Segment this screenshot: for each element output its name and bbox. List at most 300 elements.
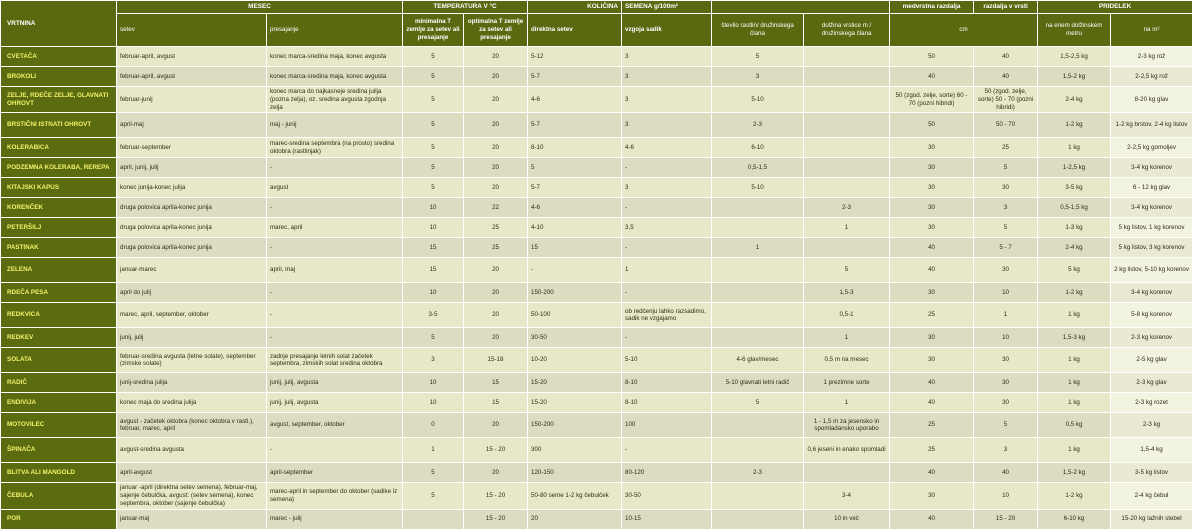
- vegetable-name: POR: [1, 509, 117, 529]
- min-temp-cell: 5: [403, 158, 464, 178]
- vzgoja-sadik-cell: -: [622, 238, 712, 258]
- direktna-setev-cell: 15-20: [528, 393, 622, 413]
- setev-cell: avgust - začetek oktobra (konec oktobra v rastl.), februar, marec, april: [117, 413, 267, 438]
- pridelek-meter-cell: 1,5-2,5 kg: [1038, 47, 1111, 67]
- vzgoja-sadik-cell: -: [622, 158, 712, 178]
- opt-temp-cell: 20: [464, 87, 528, 113]
- dolzina-vrstice-cell: [804, 463, 890, 483]
- pridelek-m2-cell: 2-4 kg čebul: [1111, 483, 1193, 509]
- presajanje-cell: marec, april: [267, 218, 403, 238]
- pridelek-meter-cell: 1 kg: [1038, 138, 1111, 158]
- medvrstna-razdalja-cell: 25: [890, 438, 974, 463]
- razdalja-v-vrsti-cell: 5 - 7: [974, 238, 1038, 258]
- razdalja-v-vrsti-cell: 3: [974, 198, 1038, 218]
- dolzina-vrstice-cell: 0,5-1: [804, 303, 890, 328]
- presajanje-cell: -: [267, 328, 403, 348]
- table-row: [1, 178, 1193, 198]
- setev-cell: april do julij: [117, 283, 267, 303]
- dolzina-vrstice-cell: 0,5 m na mesec: [804, 348, 890, 373]
- pridelek-m2-cell: 2-3 kg rož: [1111, 47, 1193, 67]
- pridelek-m2-cell: 6 - 12 kg glav: [1111, 178, 1193, 198]
- vzgoja-sadik-cell: 10-15: [622, 509, 712, 529]
- presajanje-cell: avgust, september, oktober: [267, 413, 403, 438]
- opt-temp-cell: 25: [464, 218, 528, 238]
- opt-temp-cell: 20: [464, 413, 528, 438]
- vzgoja-sadik-cell: 8-10: [622, 393, 712, 413]
- vegetable-name: PETERŠILJ: [1, 218, 117, 238]
- stevilo-rastlin-cell: 0,5-1,5: [712, 158, 804, 178]
- header-razdalja-vrsti: razdalja v vrsti: [974, 1, 1038, 14]
- min-temp-cell: 5: [403, 463, 464, 483]
- table-row: [1, 328, 1193, 348]
- table-row: [1, 373, 1193, 393]
- opt-temp-cell: 20: [464, 113, 528, 138]
- header-vzgoja: vzgoja sadik: [622, 14, 712, 47]
- medvrstna-razdalja-cell: 40: [890, 238, 974, 258]
- vzgoja-sadik-cell: ob redčenju lahko razsadimo, sadik ne vzgajamo: [622, 303, 712, 328]
- medvrstna-razdalja-cell: 30: [890, 218, 974, 238]
- opt-temp-cell: 25: [464, 238, 528, 258]
- vzgoja-sadik-cell: 100: [622, 413, 712, 438]
- pridelek-meter-cell: 1 kg: [1038, 438, 1111, 463]
- min-temp-cell: 15: [403, 258, 464, 283]
- dolzina-vrstice-cell: 1 prezimne sorte: [804, 373, 890, 393]
- pridelek-meter-cell: 0,5 kg: [1038, 413, 1111, 438]
- presajanje-cell: junij, julij, avgusta: [267, 393, 403, 413]
- min-temp-cell: 5: [403, 178, 464, 198]
- min-temp-cell: 0: [403, 413, 464, 438]
- vzgoja-sadik-cell: 3: [622, 87, 712, 113]
- table-row: [1, 138, 1193, 158]
- pridelek-meter-cell: 2-4 kg: [1038, 87, 1111, 113]
- vzgoja-sadik-cell: 8-10: [622, 373, 712, 393]
- vegetable-name: CVETAČA: [1, 47, 117, 67]
- opt-temp-cell: 15 - 20: [464, 438, 528, 463]
- razdalja-v-vrsti-cell: 50 - 70: [974, 113, 1038, 138]
- opt-temp-cell: 15: [464, 373, 528, 393]
- stevilo-rastlin-cell: 1: [712, 238, 804, 258]
- dolzina-vrstice-cell: [804, 238, 890, 258]
- setev-cell: februar-april, avgust: [117, 67, 267, 87]
- vegetable-name: SOLATA: [1, 348, 117, 373]
- setev-cell: marec, april, september, oktober: [117, 303, 267, 328]
- setev-cell: februar-sredina avgusta (letne solate), september (zimske solate): [117, 348, 267, 373]
- vegetable-name: KORENČEK: [1, 198, 117, 218]
- pridelek-meter-cell: 1-2 kg: [1038, 113, 1111, 138]
- razdalja-v-vrsti-cell: 5: [974, 218, 1038, 238]
- pridelek-m2-cell: 5 kg listov, 3 kg korenov: [1111, 238, 1193, 258]
- medvrstna-razdalja-cell: 30: [890, 158, 974, 178]
- stevilo-rastlin-cell: [712, 413, 804, 438]
- presajanje-cell: april, maj: [267, 258, 403, 283]
- medvrstna-razdalja-cell: 50: [890, 113, 974, 138]
- vegetable-name: RDEČA PESA: [1, 283, 117, 303]
- pridelek-m2-cell: 8-20 kg glav: [1111, 87, 1193, 113]
- direktna-setev-cell: 5-7: [528, 178, 622, 198]
- opt-temp-cell: 20: [464, 47, 528, 67]
- table-row: [1, 158, 1193, 178]
- stevilo-rastlin-cell: [712, 509, 804, 529]
- pridelek-meter-cell: 1,5-2 kg: [1038, 463, 1111, 483]
- min-temp-cell: 10: [403, 393, 464, 413]
- medvrstna-razdalja-cell: 30: [890, 138, 974, 158]
- opt-temp-cell: 20: [464, 463, 528, 483]
- pridelek-meter-cell: 1 kg: [1038, 303, 1111, 328]
- dolzina-vrstice-cell: [804, 138, 890, 158]
- table-row: [1, 198, 1193, 218]
- pridelek-m2-cell: 3-5 kg listov: [1111, 463, 1193, 483]
- table-row: [1, 113, 1193, 138]
- opt-temp-cell: 15-18: [464, 348, 528, 373]
- header-semena: SEMENA g/100m²: [622, 1, 712, 14]
- table-row: [1, 438, 1193, 463]
- medvrstna-razdalja-cell: 40: [890, 373, 974, 393]
- direktna-setev-cell: 8-10: [528, 138, 622, 158]
- pridelek-m2-cell: 1,5-4 kg: [1111, 438, 1193, 463]
- direktna-setev-cell: 4-6: [528, 87, 622, 113]
- dolzina-vrstice-cell: 1,5-3: [804, 283, 890, 303]
- dolzina-vrstice-cell: [804, 87, 890, 113]
- min-temp-cell: 3-5: [403, 303, 464, 328]
- min-temp-cell: 10: [403, 373, 464, 393]
- razdalja-v-vrsti-cell: 5: [974, 158, 1038, 178]
- dolzina-vrstice-cell: [804, 67, 890, 87]
- pridelek-m2-cell: 2-3 kg glav: [1111, 373, 1193, 393]
- min-temp-cell: 1: [403, 438, 464, 463]
- setev-cell: konec junija-konec julija: [117, 178, 267, 198]
- table-row: [1, 393, 1193, 413]
- pridelek-meter-cell: 5 kg: [1038, 258, 1111, 283]
- dolzina-vrstice-cell: 1 - 1,5 m za jesensko in spomladansko uporabo: [804, 413, 890, 438]
- table-row: [1, 463, 1193, 483]
- opt-temp-cell: 22: [464, 198, 528, 218]
- pridelek-meter-cell: 2-4 kg: [1038, 238, 1111, 258]
- vzgoja-sadik-cell: -: [622, 438, 712, 463]
- medvrstna-razdalja-cell: 25: [890, 413, 974, 438]
- vegetable-name: RADIČ: [1, 373, 117, 393]
- pridelek-m2-cell: 5 kg listov, 1 kg korenov: [1111, 218, 1193, 238]
- vzgoja-sadik-cell: 3: [622, 178, 712, 198]
- opt-temp-cell: 20: [464, 178, 528, 198]
- presajanje-cell: konec marca-sredina maja, konec avgusta: [267, 47, 403, 67]
- pridelek-m2-cell: 2 kg listov, 5-10 kg korenov: [1111, 258, 1193, 283]
- min-temp-cell: 5: [403, 328, 464, 348]
- dolzina-vrstice-cell: 0,6 jeseni in enako spomladi: [804, 438, 890, 463]
- pridelek-meter-cell: 6-10 kg: [1038, 509, 1111, 529]
- medvrstna-razdalja-cell: 50: [890, 47, 974, 67]
- direktna-setev-cell: 15: [528, 238, 622, 258]
- stevilo-rastlin-cell: 5: [712, 47, 804, 67]
- stevilo-rastlin-cell: [712, 198, 804, 218]
- vegetable-name: MOTOVILEC: [1, 413, 117, 438]
- table-row: [1, 483, 1193, 509]
- setev-cell: januar-maj: [117, 509, 267, 529]
- medvrstna-razdalja-cell: 30: [890, 348, 974, 373]
- dolzina-vrstice-cell: 3-4: [804, 483, 890, 509]
- min-temp-cell: 5: [403, 138, 464, 158]
- direktna-setev-cell: 120-150: [528, 463, 622, 483]
- header-temperatura: TEMPERATURA V °C: [403, 1, 528, 14]
- presajanje-cell: junij, julij, avgusta: [267, 373, 403, 393]
- setev-cell: februar-april, avgust: [117, 47, 267, 67]
- pridelek-m2-cell: 3-4 kg korenov: [1111, 283, 1193, 303]
- vegetable-name: KOLERABICA: [1, 138, 117, 158]
- header-cm: cm: [890, 14, 1038, 47]
- table-row: [1, 67, 1193, 87]
- stevilo-rastlin-cell: 5-10: [712, 178, 804, 198]
- razdalja-v-vrsti-cell: 30: [974, 258, 1038, 283]
- medvrstna-razdalja-cell: 40: [890, 393, 974, 413]
- razdalja-v-vrsti-cell: 30: [974, 373, 1038, 393]
- pridelek-m2-cell: 2-5 kg glav: [1111, 348, 1193, 373]
- presajanje-cell: konec marca do najkasneje sredina julija (pozna zelja), oz. sredina avgusta zgodnja zelja: [267, 87, 403, 113]
- pridelek-m2-cell: 2-2,5 kg rož: [1111, 67, 1193, 87]
- opt-temp-cell: 20: [464, 158, 528, 178]
- header-presajanje: presajanje: [267, 14, 403, 47]
- table-row: [1, 283, 1193, 303]
- vzgoja-sadik-cell: 30-50: [622, 483, 712, 509]
- min-temp-cell: 10: [403, 198, 464, 218]
- direktna-setev-cell: 30-50: [528, 328, 622, 348]
- stevilo-rastlin-cell: [712, 218, 804, 238]
- vegetable-name: ČEBULA: [1, 483, 117, 509]
- min-temp-cell: 5: [403, 113, 464, 138]
- pridelek-m2-cell: 1-2 kg brstov, 2-4 kg listov: [1111, 113, 1193, 138]
- presajanje-cell: konec marca-sredina maja, konec avgusta: [267, 67, 403, 87]
- direktna-setev-cell: 300: [528, 438, 622, 463]
- dolzina-vrstice-cell: 1: [804, 218, 890, 238]
- stevilo-rastlin-cell: [712, 283, 804, 303]
- direktna-setev-cell: 50-80 seme 1-2 kg čebulček: [528, 483, 622, 509]
- header-na-m2: na m²: [1111, 14, 1193, 47]
- direktna-setev-cell: 4-6: [528, 198, 622, 218]
- header-medvrstna: medvrstna razdalja: [890, 1, 974, 14]
- stevilo-rastlin-cell: 2-3: [712, 113, 804, 138]
- vzgoja-sadik-cell: 3,5: [622, 218, 712, 238]
- razdalja-v-vrsti-cell: 10: [974, 483, 1038, 509]
- vegetable-name: KITAJSKI KAPUS: [1, 178, 117, 198]
- razdalja-v-vrsti-cell: 3: [974, 438, 1038, 463]
- direktna-setev-cell: 5-7: [528, 113, 622, 138]
- dolzina-vrstice-cell: 1: [804, 328, 890, 348]
- direktna-setev-cell: 150-200: [528, 413, 622, 438]
- pridelek-meter-cell: 1 kg: [1038, 348, 1111, 373]
- vzgoja-sadik-cell: 80-120: [622, 463, 712, 483]
- header-row-sub: [1, 14, 1193, 47]
- opt-temp-cell: 20: [464, 138, 528, 158]
- vegetable-name: PODZEMNA KOLERABA, REREPA: [1, 158, 117, 178]
- header-setev: setev: [117, 14, 267, 47]
- vzgoja-sadik-cell: 5-10: [622, 348, 712, 373]
- stevilo-rastlin-cell: 5-10: [712, 87, 804, 113]
- razdalja-v-vrsti-cell: 10: [974, 328, 1038, 348]
- razdalja-v-vrsti-cell: 15 - 20: [974, 509, 1038, 529]
- stevilo-rastlin-cell: 3: [712, 67, 804, 87]
- vzgoja-sadik-cell: 3: [622, 113, 712, 138]
- table-row: [1, 218, 1193, 238]
- table-row: [1, 413, 1193, 438]
- stevilo-rastlin-cell: 6-10: [712, 138, 804, 158]
- medvrstna-razdalja-cell: 40: [890, 67, 974, 87]
- header-row-top: [1, 1, 1193, 14]
- presajanje-cell: -: [267, 238, 403, 258]
- razdalja-v-vrsti-cell: 50 (zgod. zelje, sorte) 50 - 70 (pozni hibridi): [974, 87, 1038, 113]
- header-pridelek: PRIDELEK: [1038, 1, 1193, 14]
- setev-cell: konec maja do sredina julija: [117, 393, 267, 413]
- table-row: [1, 47, 1193, 67]
- presajanje-cell: zadnje presajanje letnih solat začetek septembra, zimskih solat sredina oktobra: [267, 348, 403, 373]
- vegetable-name: BRSTIČNI ISTNATI OHROVT: [1, 113, 117, 138]
- vegetable-name: BROKOLI: [1, 67, 117, 87]
- opt-temp-cell: 20: [464, 283, 528, 303]
- opt-temp-cell: 20: [464, 303, 528, 328]
- min-temp-cell: 10: [403, 218, 464, 238]
- setev-cell: junij-sredina julija: [117, 373, 267, 393]
- medvrstna-razdalja-cell: 30: [890, 283, 974, 303]
- header-vrtnina: VRTNINA: [1, 1, 117, 47]
- medvrstna-razdalja-cell: 30: [890, 198, 974, 218]
- razdalja-v-vrsti-cell: 10: [974, 283, 1038, 303]
- presajanje-cell: -: [267, 438, 403, 463]
- min-temp-cell: [403, 509, 464, 529]
- razdalja-v-vrsti-cell: 5: [974, 413, 1038, 438]
- table-row: [1, 303, 1193, 328]
- stevilo-rastlin-cell: [712, 303, 804, 328]
- medvrstna-razdalja-cell: 40: [890, 258, 974, 283]
- vzgoja-sadik-cell: -: [622, 328, 712, 348]
- vzgoja-sadik-cell: -: [622, 198, 712, 218]
- direktna-setev-cell: -: [528, 258, 622, 283]
- pridelek-meter-cell: 1-2 kg: [1038, 483, 1111, 509]
- razdalja-v-vrsti-cell: 40: [974, 47, 1038, 67]
- pridelek-meter-cell: 1,5-2 kg: [1038, 67, 1111, 87]
- pridelek-meter-cell: 1-2,5 kg: [1038, 158, 1111, 178]
- header-min-t: minimalna T zemlje za setev ali presajanje: [403, 14, 464, 47]
- pridelek-m2-cell: 3-4 kg korenov: [1111, 158, 1193, 178]
- dolzina-vrstice-cell: 1: [804, 393, 890, 413]
- stevilo-rastlin-cell: 4-6 glav/mesec: [712, 348, 804, 373]
- pridelek-m2-cell: 2-3 kg rozet: [1111, 393, 1193, 413]
- vzgoja-sadik-cell: 3: [622, 47, 712, 67]
- razdalja-v-vrsti-cell: 40: [974, 463, 1038, 483]
- stevilo-rastlin-cell: [712, 483, 804, 509]
- vegetable-name: ENDIVIJA: [1, 393, 117, 413]
- medvrstna-razdalja-cell: 40: [890, 463, 974, 483]
- vzgoja-sadik-cell: -: [622, 283, 712, 303]
- presajanje-cell: -: [267, 158, 403, 178]
- header-kolicina: KOLIČINA: [528, 1, 622, 14]
- presajanje-cell: -: [267, 303, 403, 328]
- direktna-setev-cell: 150-200: [528, 283, 622, 303]
- header-mesec: MESEC: [117, 1, 403, 14]
- table-row: [1, 348, 1193, 373]
- opt-temp-cell: 15 - 20: [464, 483, 528, 509]
- opt-temp-cell: 20: [464, 67, 528, 87]
- table-row: [1, 258, 1193, 283]
- razdalja-v-vrsti-cell: 30: [974, 348, 1038, 373]
- dolzina-vrstice-cell: [804, 178, 890, 198]
- presajanje-cell: maj - junij: [267, 113, 403, 138]
- setev-cell: februar-september: [117, 138, 267, 158]
- dolzina-vrstice-cell: [804, 158, 890, 178]
- header-stevilo: število rastlin/ družinskega člana: [712, 14, 804, 47]
- vegetable-name: REDKEV: [1, 328, 117, 348]
- header-dolzina: dolžina vrstice m / družinskega člana: [804, 14, 890, 47]
- setev-cell: januar-marec: [117, 258, 267, 283]
- stevilo-rastlin-cell: 2-3: [712, 463, 804, 483]
- opt-temp-cell: 15: [464, 393, 528, 413]
- vegetable-name: ZELENA: [1, 258, 117, 283]
- dolzina-vrstice-cell: [804, 113, 890, 138]
- presajanje-cell: -: [267, 283, 403, 303]
- direktna-setev-cell: 20: [528, 509, 622, 529]
- table-row: [1, 87, 1193, 113]
- table-row: [1, 509, 1193, 529]
- medvrstna-razdalja-cell: 40: [890, 509, 974, 529]
- razdalja-v-vrsti-cell: 1: [974, 303, 1038, 328]
- razdalja-v-vrsti-cell: 40: [974, 67, 1038, 87]
- min-temp-cell: 5: [403, 67, 464, 87]
- razdalja-v-vrsti-cell: 30: [974, 393, 1038, 413]
- direktna-setev-cell: 10-20: [528, 348, 622, 373]
- vzgoja-sadik-cell: 4-6: [622, 138, 712, 158]
- presajanje-cell: -: [267, 198, 403, 218]
- pridelek-meter-cell: 1 kg: [1038, 393, 1111, 413]
- setev-cell: druga polovica aprila-konec junija: [117, 198, 267, 218]
- pridelek-meter-cell: 1,5-3 kg: [1038, 328, 1111, 348]
- presajanje-cell: avgust: [267, 178, 403, 198]
- setev-cell: april-maj: [117, 113, 267, 138]
- vegetable-name: PASTINAK: [1, 238, 117, 258]
- setev-cell: april, junij, julij: [117, 158, 267, 178]
- min-temp-cell: 15: [403, 238, 464, 258]
- stevilo-rastlin-cell: [712, 328, 804, 348]
- dolzina-vrstice-cell: 2-3: [804, 198, 890, 218]
- direktna-setev-cell: 15-20: [528, 373, 622, 393]
- presajanje-cell: marec-april in september do oktober (sadike iz semena): [267, 483, 403, 509]
- stevilo-rastlin-cell: 5: [712, 393, 804, 413]
- header-opt-t: optimalna T zemlje za setev ali presajanje: [464, 14, 528, 47]
- table-row: [1, 238, 1193, 258]
- pridelek-meter-cell: 1 kg: [1038, 373, 1111, 393]
- min-temp-cell: 5: [403, 47, 464, 67]
- stevilo-rastlin-cell: [712, 438, 804, 463]
- vegetable-name: REDKVICA: [1, 303, 117, 328]
- header-na-enem: na enem dolžinskem metru: [1038, 14, 1111, 47]
- min-temp-cell: 10: [403, 283, 464, 303]
- setev-cell: druga polovica aprila-konec junija: [117, 238, 267, 258]
- direktna-setev-cell: 50-100: [528, 303, 622, 328]
- vzgoja-sadik-cell: 3: [622, 67, 712, 87]
- medvrstna-razdalja-cell: 50 (zgod. zelje, sorte) 60 - 70 (pozni hibridi): [890, 87, 974, 113]
- setev-cell: avgust-sredina avgusta: [117, 438, 267, 463]
- pridelek-m2-cell: 2-3 kg: [1111, 413, 1193, 438]
- pridelek-m2-cell: 15-20 kg lažnih stebel: [1111, 509, 1193, 529]
- vegetable-name: BLITVA ALI MANGOLD: [1, 463, 117, 483]
- min-temp-cell: 5: [403, 483, 464, 509]
- min-temp-cell: 3: [403, 348, 464, 373]
- dolzina-vrstice-cell: 10 in več: [804, 509, 890, 529]
- setev-cell: februar-junij: [117, 87, 267, 113]
- presajanje-cell: april-september: [267, 463, 403, 483]
- direktna-setev-cell: 5-12: [528, 47, 622, 67]
- pridelek-m2-cell: 3-4 kg korenov: [1111, 198, 1193, 218]
- header-empty: [712, 1, 890, 14]
- pridelek-meter-cell: 3-5 kg: [1038, 178, 1111, 198]
- opt-temp-cell: 20: [464, 258, 528, 283]
- pridelek-m2-cell: 5-8 kg korenov: [1111, 303, 1193, 328]
- stevilo-rastlin-cell: 5-10 glavnati letni radič: [712, 373, 804, 393]
